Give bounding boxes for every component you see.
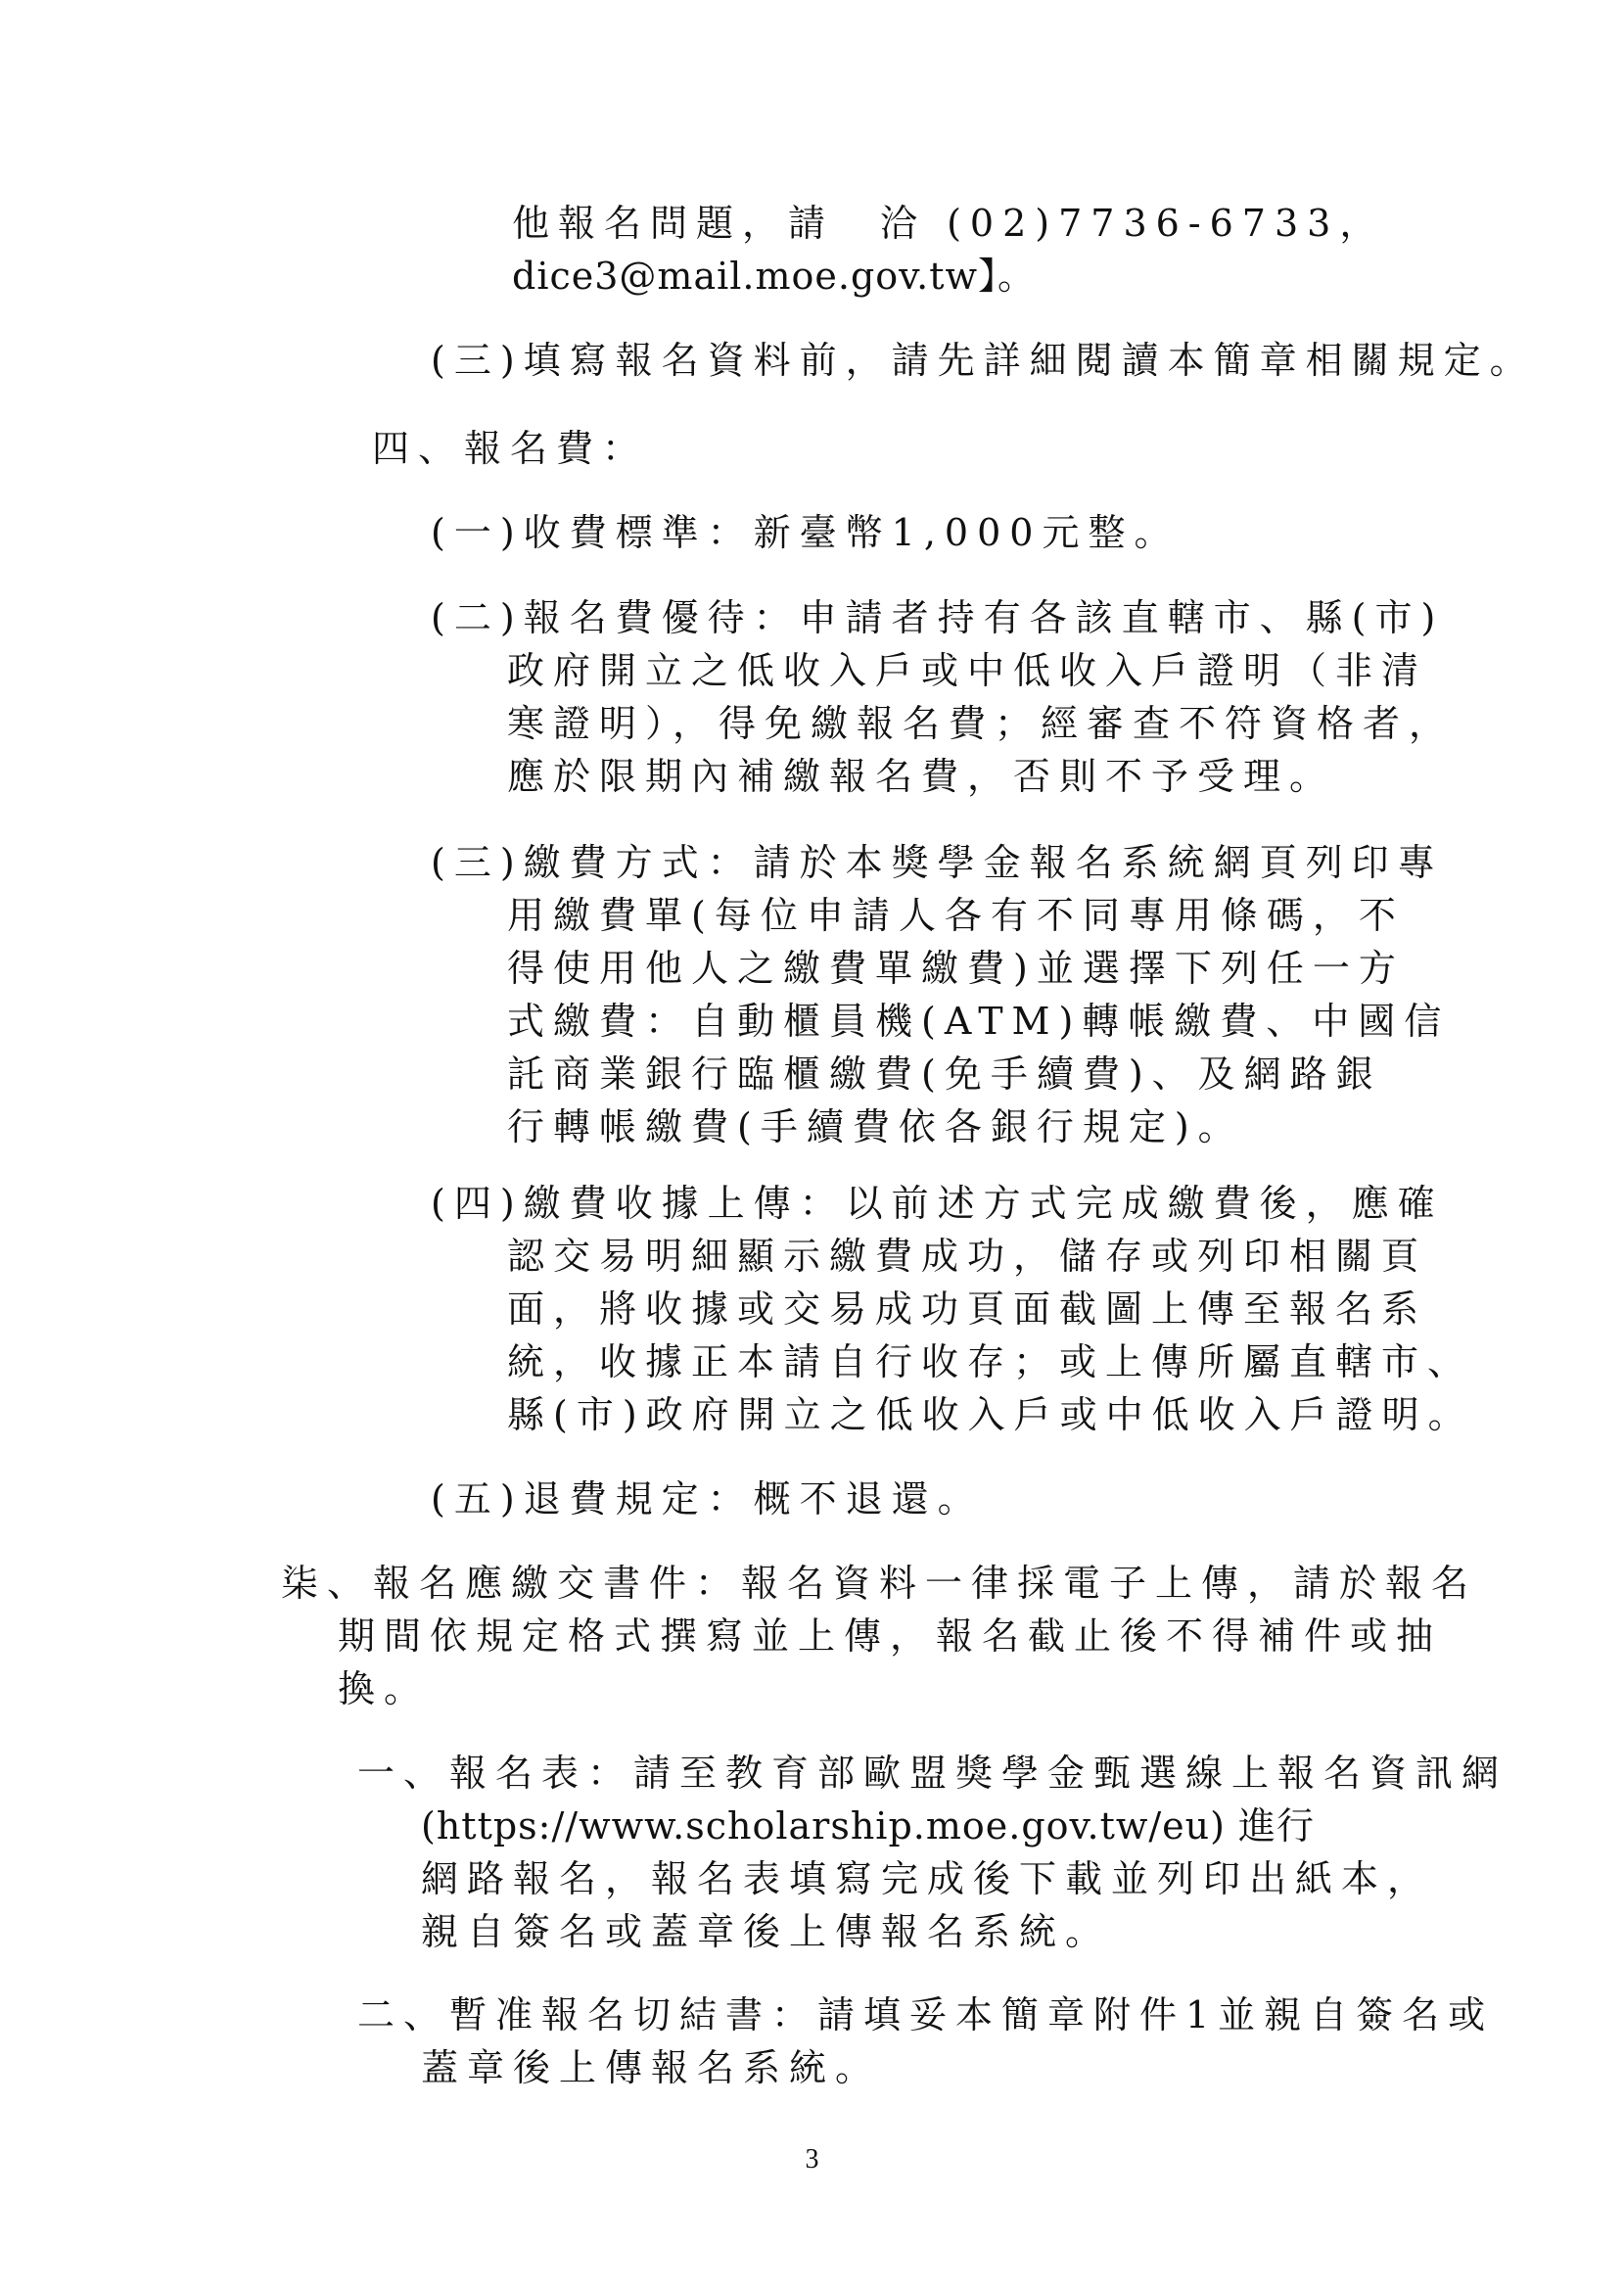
text-line: 面，將收據或交易成功頁面截圖上傳至報名系 [507,1287,1428,1331]
text-line: 他報名問題，請 洽 (02)7736-6733， [512,202,1386,245]
text-line: 期間依規定格式撰寫並上傳，報名截止後不得補件或抽 [338,1614,1443,1658]
text-line: dice3@mail.moe.gov.tw】。 [512,255,1037,298]
text-line: 行轉帳繳費(手續費依各銀行規定)。 [507,1105,1244,1148]
page-number: 3 [805,2144,819,2175]
text-line: (一)收費標準：新臺幣1,000元整。 [431,511,1181,554]
section-heading: 四、報名費： [372,427,649,470]
text-line: 換。 [338,1667,431,1710]
text-line: 政府開立之低收入戶或中低收入戶證明（非清 [507,649,1428,692]
text-line: (三)填寫報名資料前，請先詳細閱讀本簡章相關規定。 [431,339,1536,382]
text-line: (https://www.scholarship.moe.gov.tw/eu) 進行 [421,1804,1316,1848]
text-line: (五)退費規定：概不退還。 [431,1477,984,1520]
text-line: 蓋章後上傳報名系統。 [421,2046,882,2089]
text-line: 網路報名，報名表填寫完成後下載並列印出紙本， [421,1857,1434,1900]
section-heading: 柒、報名應繳交書件：報名資料一律採電子上傳，請於報名 [281,1562,1478,1605]
text-line: (三)繳費方式：請於本獎學金報名系統網頁列印專 [431,841,1444,884]
text-line: 縣(市)政府開立之低收入戶或中低收入戶證明。 [507,1393,1474,1436]
text-line: 一、報名表：請至教育部歐盟獎學金甄選線上報名資訊網 [357,1752,1508,1795]
text-line: 式繳費：自動櫃員機(ATM)轉帳繳費、中國信 [507,1000,1451,1043]
text-line: 用繳費單(每位申請人各有不同專用條碼，不 [507,894,1405,937]
text-line: (四)繳費收據上傳：以前述方式完成繳費後，應確 [431,1182,1444,1225]
text-line: (二)報名費優待：申請者持有各該直轄市、縣(市) [431,596,1445,639]
text-line: 應於限期內補繳報名費，否則不予受理。 [507,755,1336,798]
text-line: 統，收據正本請自行收存；或上傳所屬直轄市、 [507,1340,1474,1383]
text-line: 親自簽名或蓋章後上傳報名系統。 [421,1910,1112,1953]
text-line: 寒證明），得免繳報名費；經審查不符資格者， [507,702,1456,745]
text-line: 託商業銀行臨櫃繳費(免手續費)、及網路銀 [507,1052,1382,1096]
text-line: 認交易明細顯示繳費成功，儲存或列印相關頁 [507,1235,1428,1278]
text-line: 得使用他人之繳費單繳費)並選擇下列任一方 [507,947,1405,990]
text-line: 二、暫准報名切結書：請填妥本簡章附件1並親自簽名或 [357,1993,1495,2036]
